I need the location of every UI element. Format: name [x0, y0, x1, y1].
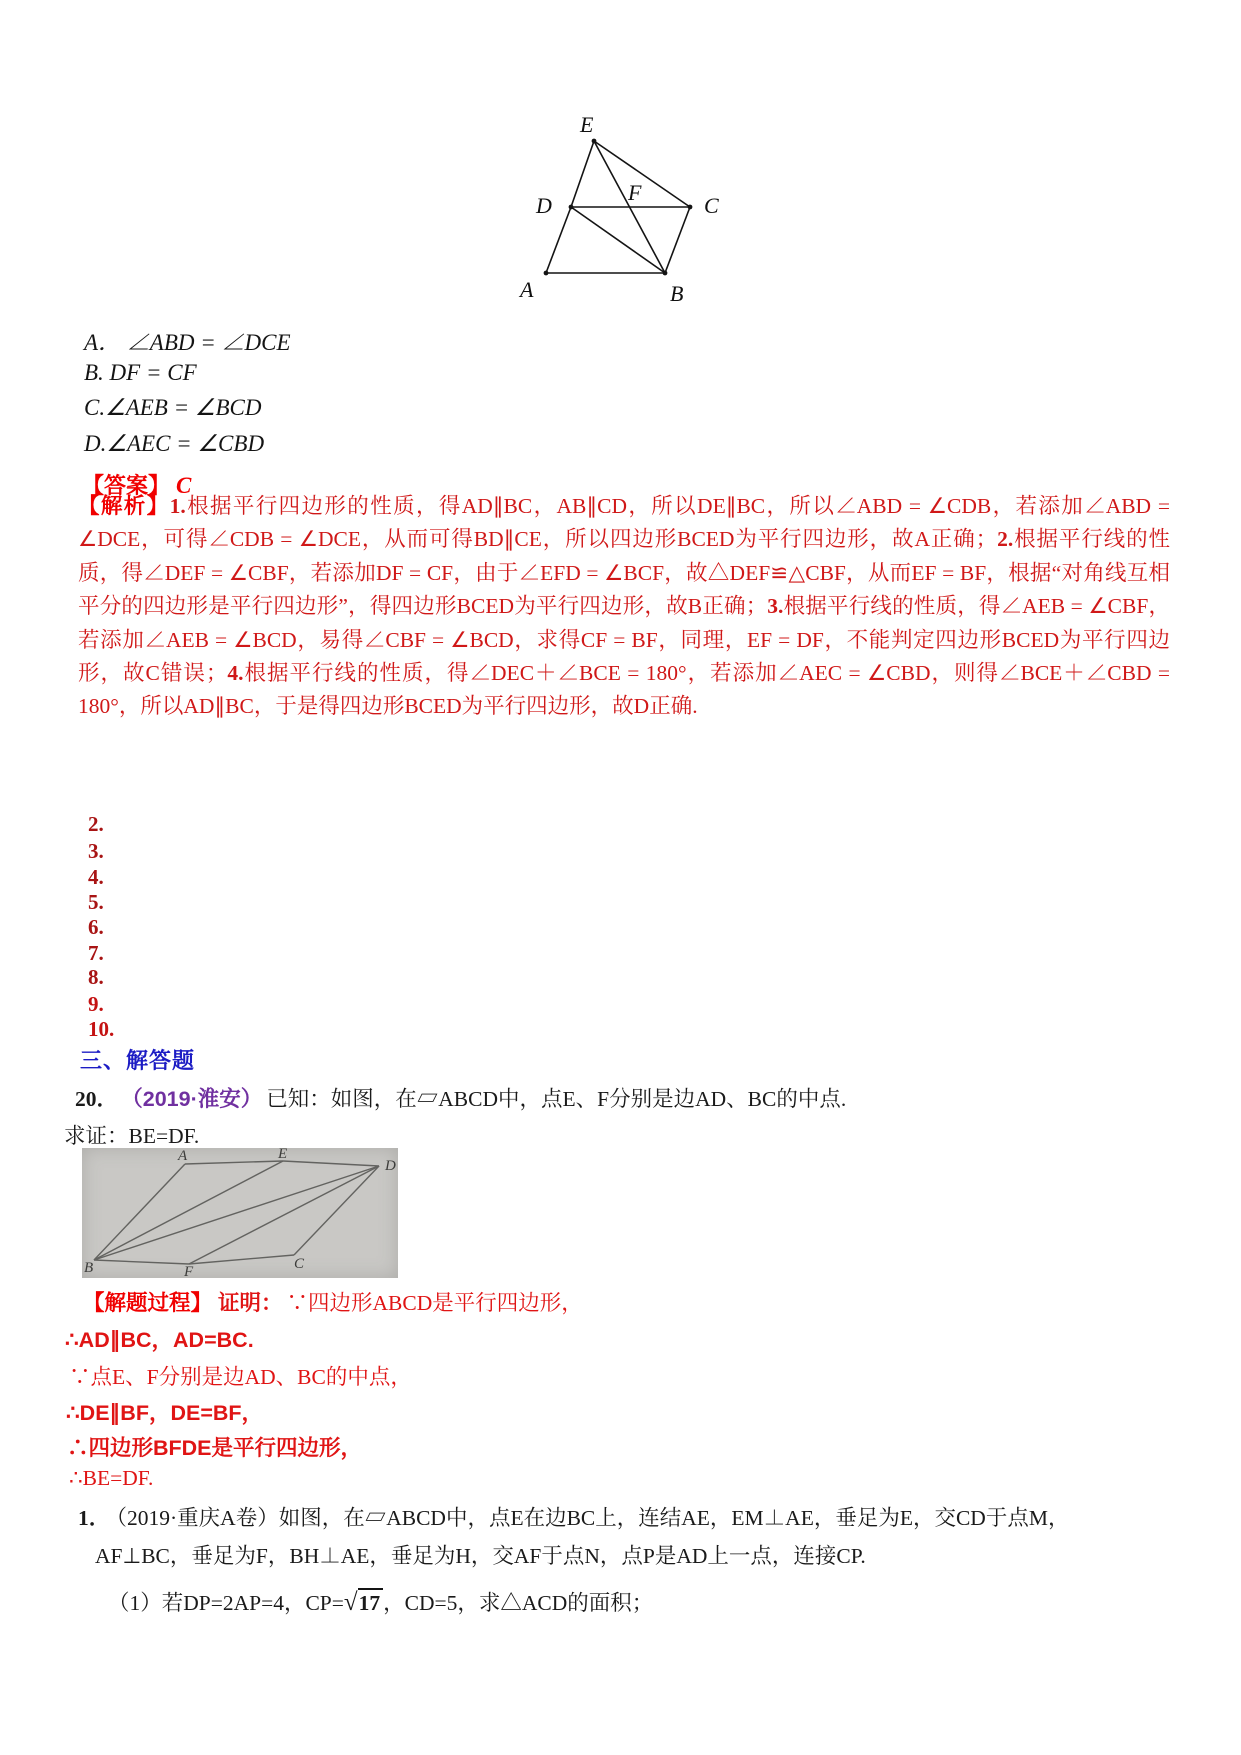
list-item-8: 8. — [88, 965, 104, 989]
list-item-9: 9. — [88, 992, 104, 1016]
analysis-paragraph — [78, 490, 1170, 724]
photo-label-b: B — [84, 1260, 94, 1276]
section-heading: 三、解答题 — [80, 1048, 196, 1073]
point-a — [544, 271, 549, 276]
list-item-10: 10. — [88, 1017, 115, 1041]
solution-line1-text: ∵四边形ABCD是平行四边形， — [286, 1291, 583, 1315]
analysis-seg1-num: 1. — [169, 494, 186, 518]
solution-line-6: ∴BE=DF. — [69, 1466, 154, 1490]
list-item-7: 7. — [88, 941, 104, 965]
solution-line-5: ∴四边形BFDE是平行四边形， — [67, 1436, 363, 1460]
problem-1-line1-text: 如图，在▱ABCD中，点E在边BC上，连结AE，EM⊥AE，垂足为E，交CD于点M， — [278, 1506, 1070, 1530]
answer-value: C — [176, 473, 192, 498]
solution-line-3: ∵点E、F分别是边AD、BC的中点， — [69, 1365, 412, 1389]
option-c: C.∠AEB = ∠BCD — [84, 395, 262, 420]
photo-label-c: C — [294, 1256, 305, 1272]
vertex-label-a: A — [520, 277, 534, 302]
segment-ec — [594, 141, 690, 207]
problem-1-number: 1． — [78, 1506, 111, 1530]
problem-1-statement-line2: AF⊥BC，垂足为F，BH⊥AE，垂足为H，交AF于点N，点P是AD上一点，连接CP. — [95, 1544, 866, 1568]
segment-bf — [94, 1260, 189, 1264]
point-e — [592, 139, 597, 144]
radical-sign: √ — [343, 1589, 358, 1616]
problem-20-statement — [75, 1082, 1175, 1113]
analysis-seg1-text: 根据平行四边形的性质，得AD∥BC，AB∥CD，所以DE∥BC，所以∠ABD = ∠CDB，若添加∠ABD = ∠DCE，可得∠CDB = ∠DCE，从而可得BD∥CE，所以四边形BCED为平行四边形，故A正确； — [78, 494, 1170, 552]
problem-20-prove-line: 求证：BE=DF. — [64, 1124, 200, 1148]
list-item-4: 4. — [88, 865, 104, 889]
point-b — [663, 271, 668, 276]
solution-line-4: ∴DE∥BF，DE=BF， — [66, 1401, 264, 1425]
photo-label-a: A — [178, 1148, 188, 1164]
segment-be — [94, 1161, 283, 1260]
photo-label-e: E — [278, 1148, 288, 1162]
problem-20-source: （2019·淮安） — [132, 1087, 263, 1111]
problem-20-number: 20． — [75, 1087, 119, 1111]
answer-label: 【答案】 — [82, 473, 171, 498]
segment-bd — [94, 1166, 379, 1260]
photo-label-f: F — [184, 1264, 194, 1278]
vertex-label-b: B — [670, 281, 684, 306]
segment-db — [571, 207, 665, 273]
option-b: B. DF = CF — [84, 360, 197, 385]
solution-line-1 — [83, 1286, 583, 1317]
parallelogram-photo — [82, 1148, 398, 1278]
solution-line-2: ∴AD∥BC，AD=BC. — [65, 1328, 254, 1352]
analysis-seg4-num: 4. — [227, 661, 244, 686]
list-item-2: 2. — [88, 812, 104, 836]
point-c — [688, 205, 693, 210]
analysis-seg3-text: 根据平行线的性质，得∠AEB = ∠CBF，若添加∠AEB = ∠BCD，易得∠CBF = ∠BCD，求得CF = BF，同理，EF = DF，不能判定四边形BCED为平行四边形，故C错误； — [78, 594, 1170, 686]
segment-ae — [185, 1161, 283, 1164]
vertex-label-c: C — [704, 193, 719, 218]
vertex-label-e: E — [580, 112, 594, 137]
subquestion-text-post: ，CD=5，求△ACD的面积； — [383, 1591, 654, 1615]
segment-ed — [571, 141, 594, 207]
photo-label-d: D — [385, 1158, 396, 1174]
vertex-label-d: D — [536, 193, 552, 218]
list-item-6: 6. — [88, 915, 104, 939]
solution-proof-prefix: 证明： — [218, 1291, 283, 1315]
list-item-5: 5. — [88, 890, 104, 914]
subquestion-text-pre: （1）若DP=2AP=4，CP= — [108, 1591, 344, 1615]
problem-1-source: （2019·重庆A卷） — [116, 1506, 279, 1530]
problem-1-statement — [78, 1501, 1188, 1532]
analysis-seg4-text: 根据平行线的性质，得∠DEC＋∠BCE = 180°，若添加∠AEC = ∠CBD，则得∠BCE＋∠CBD = 180°，所以AD∥BC，于是得四边形BCED为平行四边形，故D正确. — [78, 661, 1171, 719]
radicand-value: 17 — [358, 1588, 384, 1615]
segment-fd — [189, 1166, 379, 1264]
analysis-seg3-num: 3. — [767, 594, 784, 619]
problem-1-subquestion-1 — [108, 1586, 653, 1617]
geometry-figure-2 — [82, 1148, 398, 1278]
problem-20-text: 已知：如图，在▱ABCD中，点E、F分别是边AD、BC的中点. — [266, 1087, 847, 1111]
analysis-label: 【解析】 — [78, 494, 170, 518]
geometry-figure-1 — [500, 105, 745, 310]
analysis-seg2-text: 根据平行线的性质，得∠DEF = ∠CBF，若添加DF = CF，由于∠EFD = ∠BCF，故△DEF≌△CBF，从而EF = BF，根据“对角线互相平分的四边形是平行四边形”，得四边形BCED为平行四边形，故B正确； — [78, 527, 1170, 619]
segment-bc — [665, 207, 690, 273]
vertex-label-f: F — [628, 180, 642, 205]
point-d — [569, 205, 574, 210]
option-a: A． ∠ABD = ∠DCE — [84, 330, 291, 355]
option-d: D.∠AEC = ∠CBD — [84, 431, 265, 456]
analysis-seg2-num: 2. — [997, 527, 1014, 552]
solution-label: 【解题过程】 — [83, 1291, 213, 1315]
list-item-3: 3. — [88, 839, 104, 863]
segment-ed — [283, 1161, 379, 1166]
